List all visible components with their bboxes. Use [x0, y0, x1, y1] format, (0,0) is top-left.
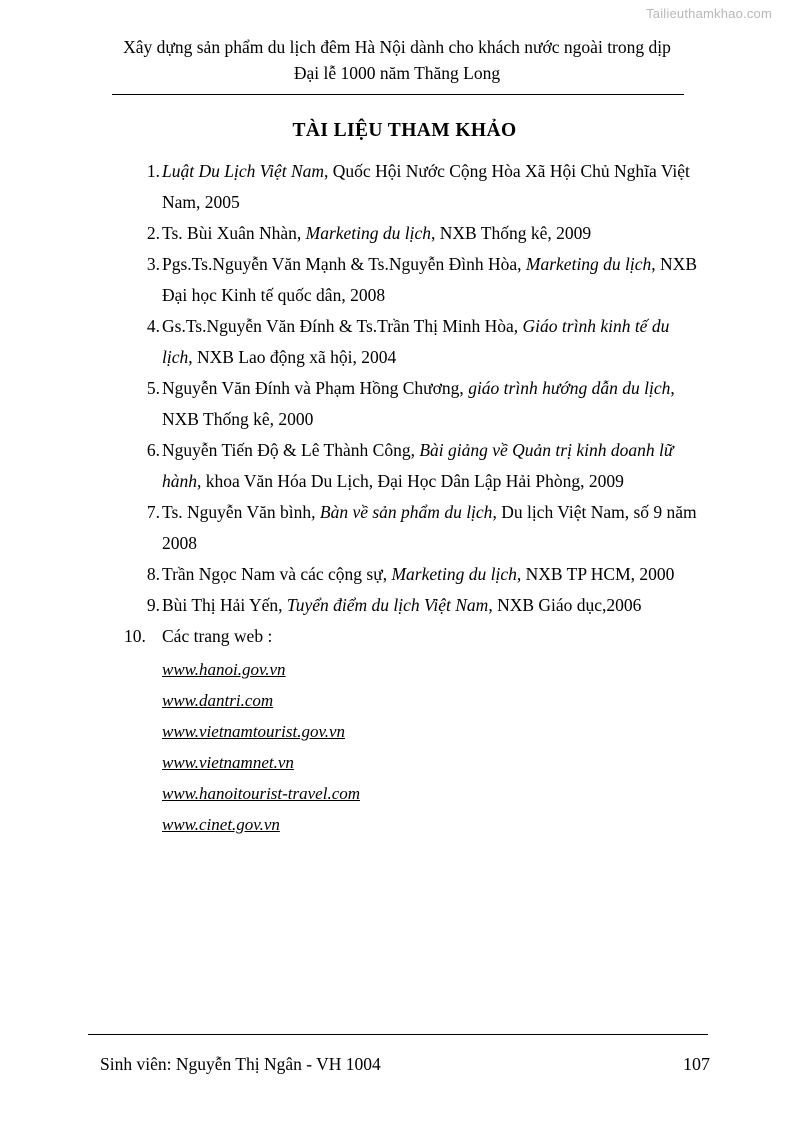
reference-title-italic: Luật Du Lịch Việt Nam [162, 161, 325, 181]
reference-item [112, 435, 697, 497]
web-link[interactable]: www.cinet.gov.vn [162, 815, 280, 834]
reference-text-plain: Nguyễn Tiến Độ & Lê Thành Công, [162, 440, 420, 460]
reference-text-plain: Pgs.Ts.Nguyễn Văn Mạnh & Ts.Nguyễn Đình Hòa, [162, 254, 526, 274]
reference-number: 2. [146, 223, 160, 243]
reference-text [162, 595, 641, 615]
watermark-text: Tailieuthamkhao.com [646, 6, 772, 21]
page-title: TÀI LIỆU THAM KHẢO [292, 120, 517, 141]
reference-text-plain: , NXB Thống kê, 2009 [431, 223, 592, 243]
reference-text-plain: , khoa Văn Hóa Du Lịch, Đại Học Dân Lập Hải Phòng, 2009 [197, 471, 624, 491]
page-header [112, 34, 682, 86]
list-item [162, 654, 697, 685]
header-line-1: Xây dựng sản phẩm du lịch đêm Hà Nội dành cho khách nước ngoài trong dịp [123, 37, 671, 57]
reference-item [112, 249, 697, 311]
reference-item [112, 311, 697, 373]
reference-item [112, 156, 697, 218]
reference-item [112, 218, 697, 249]
footer-student-name: Sinh viên: Nguyễn Thị Ngân - VH 1004 [100, 1054, 381, 1074]
reference-text-plain: , NXB Thống kê, 2000 [162, 378, 675, 429]
reference-text-plain: Nguyễn Văn Đính và Phạm Hồng Chương, [162, 378, 469, 398]
reference-number: 5. [146, 378, 160, 398]
reference-text [162, 626, 272, 646]
reference-text-plain: Trần Ngọc Nam và các cộng sự, [162, 564, 392, 584]
reference-title-italic: , Bàn về sản phẩm du lịch [311, 502, 493, 522]
header-divider [112, 94, 684, 95]
reference-text [162, 254, 697, 305]
reference-list [112, 156, 697, 840]
reference-number: 9. [146, 595, 160, 615]
reference-title-italic: Marketing du lịch [305, 223, 432, 243]
reference-text-plain: Ts. Bùi Xuân Nhàn, [162, 223, 306, 243]
reference-text [162, 161, 690, 212]
reference-title-italic: Marketing du lịch [391, 564, 517, 584]
reference-text [162, 378, 675, 429]
web-link[interactable]: www.hanoi.gov.vn [162, 660, 286, 679]
reference-number: 3. [146, 254, 160, 274]
list-item [162, 685, 697, 716]
reference-number: 8. [146, 564, 160, 584]
reference-text-plain: , NXB Lao động xã hội, 2004 [188, 347, 397, 367]
reference-item [112, 373, 697, 435]
reference-text [162, 564, 674, 584]
web-link-list [162, 654, 697, 840]
reference-title-italic: Bài giảng về Quản trị kinh doanh lữ hành [162, 440, 674, 491]
reference-title-italic: Tuyển điểm du lịch Việt Nam [286, 595, 489, 615]
reference-text-plain: , Quốc Hội Nước Cộng Hòa Xã Hội Chủ Nghĩa Việt Nam, 2005 [162, 161, 690, 212]
reference-text-plain: Gs.Ts.Nguyễn Văn Đính & Ts.Trần Thị Minh Hòa, [162, 316, 523, 336]
reference-title-italic: giáo trình hướng dẫn du lịch [468, 378, 671, 398]
reference-number: 1. [146, 161, 160, 181]
reference-item [112, 590, 697, 621]
list-item [162, 716, 697, 747]
list-item [162, 809, 697, 840]
list-item [162, 747, 697, 778]
page-footer [100, 1054, 710, 1075]
reference-title-italic: Marketing du lịch [525, 254, 652, 274]
reference-text-plain: Bùi Thị Hải Yến, [162, 595, 287, 615]
web-link[interactable]: www.vietnamtourist.gov.vn [162, 722, 346, 741]
reference-item [112, 559, 697, 590]
reference-text [162, 316, 669, 367]
reference-text [162, 502, 697, 553]
header-line-2: Đại lễ 1000 năm Thăng Long [293, 63, 501, 83]
web-link[interactable]: www.dantri.com [162, 691, 274, 710]
reference-item [112, 497, 697, 559]
reference-text-plain: , Du lịch Việt Nam, số 9 năm 2008 [162, 502, 697, 553]
reference-text-plain: Các trang web : [162, 626, 273, 646]
footer-page-number: 107 [683, 1054, 710, 1074]
reference-number: 4. [146, 316, 160, 336]
list-item [162, 778, 697, 809]
reference-number: 10. [124, 626, 146, 646]
web-link[interactable]: www.vietnamnet.vn [162, 753, 294, 772]
reference-item [112, 621, 697, 840]
reference-text-plain: , NXB Giáo dục,2006 [488, 595, 642, 615]
reference-number: 6. [146, 440, 160, 460]
reference-text [162, 440, 673, 491]
reference-number: 7. [146, 502, 160, 522]
document-content [112, 112, 697, 840]
reference-text-plain: Ts. Nguyễn Văn bình [162, 502, 312, 522]
reference-text-plain: , NXB Đại học Kinh tế quốc dân, 2008 [162, 254, 697, 305]
footer-divider [88, 1034, 708, 1035]
web-link[interactable]: www.hanoitourist-travel.com [162, 784, 361, 803]
reference-title-italic: Giáo trình kinh tế du lịch [162, 316, 670, 367]
reference-text-plain: , NXB TP HCM, 2000 [516, 564, 675, 584]
reference-text [162, 223, 591, 243]
